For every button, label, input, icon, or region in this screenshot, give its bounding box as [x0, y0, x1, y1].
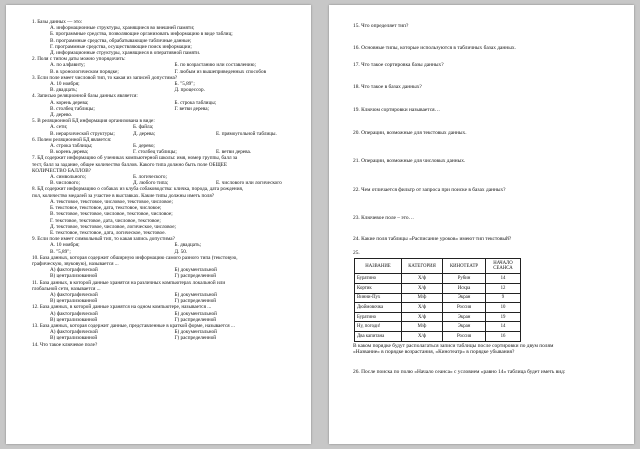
answer-option: В. столбец таблицы; [50, 105, 95, 112]
answer-option: В) централизованной [50, 298, 98, 305]
table-cell: Кортик [355, 284, 402, 294]
table-row [355, 284, 521, 294]
table-cell: Экран [443, 293, 486, 303]
answer-options [32, 62, 299, 74]
questions-right [353, 19, 622, 376]
table-row [355, 274, 521, 284]
answer-option: А) фактографической [50, 267, 98, 274]
schedule-table [354, 258, 521, 341]
answer-option: Д. информационные структуры, хранящиеся в оперативной памяти. [50, 50, 201, 57]
answer-option: Б. "5,89"; [174, 81, 195, 88]
answer-option: Б) документальной [174, 310, 217, 317]
answer-option: В) централизованной [50, 316, 98, 323]
question-18: 18. Что такое в базах данных? [353, 84, 422, 91]
answer-option: А. 10 ноября; [50, 81, 80, 88]
answer-option: В. корень дерева; [50, 149, 89, 156]
question-11-cont: глобальной сети, называется ... [32, 285, 101, 292]
table-cell: Россия [443, 303, 486, 313]
table-cell: Винни-Пух [355, 293, 402, 303]
answer-option: Б. строка таблицы; [174, 99, 217, 106]
answer-option: В. программные средства, обрабатывающие табличные данные; [50, 37, 192, 44]
answer-option: А. информационные структуры, хранящиеся во внешней памяти; [50, 25, 195, 32]
answer-option: В. в хронологическом порядке; [50, 68, 119, 75]
table-cell: 9 [486, 293, 521, 303]
answer-options [32, 329, 299, 341]
question-8: 8. БД содержит информацию о собаках из клуба собаководства: кличка, порода, дата рождения, [32, 186, 244, 193]
column-header: КАТЕГОРИЯ [402, 259, 443, 274]
answer-option: Д. любого типа; [133, 180, 169, 187]
answer-option: Г) распределенной [174, 298, 217, 305]
answer-options [32, 267, 299, 279]
table-cell: 14 [486, 274, 521, 284]
answer-option: Е. числового или логического [216, 180, 282, 187]
question-25-text-cont: «Название» в порядке возрастания, «Кинотеатр» в порядке убывания? [353, 349, 515, 356]
answer-options [32, 292, 299, 304]
question-20: 20. Операции, возможные для текстовых данных. [353, 130, 467, 137]
column-header: НАЧАЛО СЕАНСА [486, 259, 521, 274]
answer-option: Д. 50. [174, 248, 188, 255]
answer-option: В. "5,89"; [50, 248, 71, 255]
answer-option: Г) распределенной [174, 273, 217, 280]
answer-options [32, 242, 299, 254]
answer-options [32, 81, 299, 93]
table-header-row [355, 259, 521, 274]
table-cell: Дюймовочка [355, 303, 402, 313]
answer-options [32, 143, 299, 155]
table-cell: 19 [486, 312, 521, 322]
answer-option: Д. дерево. [50, 112, 73, 119]
question-2: 2. Поля с типом даты можно упорядочить: [32, 56, 126, 63]
table-cell: Экран [443, 312, 486, 322]
answer-option: Б. файла; [133, 124, 154, 131]
answer-option: Б. двадцать; [174, 242, 202, 249]
table-cell: Искра [443, 284, 486, 294]
answer-option: В. текстовое, текстовое, числовое, текстовое, числовое; [50, 211, 173, 218]
answer-option: А. по алфавиту; [50, 62, 85, 69]
answer-option: Б. логического; [133, 174, 167, 181]
table-cell: 10 [486, 303, 521, 313]
answer-option: Б. текстовое, текстовое, дата, текстовое, числовое; [50, 205, 162, 212]
document-page-right [329, 5, 634, 444]
answer-option: Е. прямоугольной таблицы. [216, 130, 277, 137]
table-cell: Буратино [355, 312, 402, 322]
column-header: КИНОТЕАТР [443, 259, 486, 274]
answer-option: Д. дерева; [133, 130, 156, 137]
question-15: 15. Что определяет тип? [353, 23, 409, 29]
question-25-number: 25. [353, 250, 360, 257]
question-9: 9. Если поле имеет символьный тип, то какая запись допустима? [32, 236, 175, 243]
answer-option: Г) распределенной [174, 335, 217, 342]
question-7-cont: КОЛИЧЕСТВО БАЛЛОВ? [32, 167, 91, 174]
question-5: 5. В реляционной БД информация организована в виде: [32, 118, 155, 125]
table-cell: М/ф [402, 322, 443, 332]
answer-option: А. текстовое, текстовое, числовое, текстовое, числовое; [50, 198, 173, 205]
table-row [355, 322, 521, 332]
table-cell: Экран [443, 322, 486, 332]
answer-option: В. двадцать; [50, 87, 78, 94]
question-22: 22. Чем отличается фильтр от запроса при поиске в базах данных? [353, 186, 506, 193]
table-cell: Х/ф [402, 312, 443, 322]
answer-option: А. строка таблицы; [50, 143, 93, 150]
question-21: 21. Операции, возможные для числовых данных. [353, 158, 466, 165]
question-1: 1. Базы данных — это: [32, 19, 83, 25]
table-cell: Х/ф [402, 284, 443, 294]
answer-option: А) фактографической [50, 329, 98, 336]
table-cell: Россия [443, 332, 486, 342]
answer-option: Б) документальной [174, 329, 217, 336]
answer-option: Г. программные средства, осуществляющие поиск информации; [50, 43, 192, 50]
answer-option: Г) распределенной [174, 316, 217, 323]
question-11: 11. База данных, в которой данные хранятся на различных компьютерах локальной или [32, 279, 226, 286]
question-6: 6. Полем реляционной БД является: [32, 136, 112, 143]
table-cell: 14 [486, 322, 521, 332]
answer-options [32, 100, 299, 119]
question-17: 17. Что такое сортировка базы данных? [353, 61, 444, 68]
answer-option: А) фактографической [50, 291, 98, 298]
answer-option: А. сети; [50, 124, 68, 131]
answer-option: Г. любым из вышеприведенных способов [174, 68, 267, 75]
question-10-cont: графическую, звуковую), называется ... [32, 260, 119, 267]
answer-option: А. 10 ноября; [50, 242, 80, 249]
answer-option: Д. процессор. [174, 87, 205, 94]
table-cell: Х/ф [402, 303, 443, 313]
question-8-cont: пол, количество медалей за участие в выставках. Какие типы должны иметь поля? [32, 192, 215, 199]
table-row [355, 303, 521, 313]
answer-option: В. числового; [50, 180, 80, 187]
question-26: 26. После поиска по полю «Начало сеанса» с условием «равно 14» таблица будет иметь вид: [353, 369, 566, 376]
table-row [355, 293, 521, 303]
table-cell: Рубин [443, 274, 486, 284]
answer-option: В) централизованной [50, 335, 98, 342]
question-3: 3. Если поле имеет числовой тип, то какая из записей допустима? [32, 74, 178, 81]
answer-option: Б. по возрастанию или составлению; [174, 62, 256, 69]
table-cell: Х/ф [402, 274, 443, 284]
answer-option: В. иерархической структуры; [50, 130, 115, 137]
question-7: 7. БД содержит информацию об учениках компьютерной школы: имя, номер группы, балл за [32, 155, 238, 162]
question-19: 19. Ключом сортировки называется… [353, 106, 440, 113]
table-cell: Буратино [355, 274, 402, 284]
answer-option: А) фактографической [50, 310, 98, 317]
question-13: 13. База данных, которая содержит данные, представленные в краткой форме, называется ... [32, 322, 235, 329]
answer-option: Г. текстовое, текстовое, дата, числовое, текстовое; [50, 217, 161, 224]
question-16: 16. Основные типы, которые используются в табличных базах данных. [353, 45, 516, 52]
answer-options [32, 311, 299, 323]
document-page-left [6, 5, 311, 444]
question-7-cont: тест, балл за задание, общее количество баллов. Какого типа должно быть поле ОБЩЕЕ [32, 161, 228, 168]
table-cell: Два капитана [355, 332, 402, 342]
answer-option: Б) документальной [174, 291, 217, 298]
answer-option: Б. дерево; [133, 143, 155, 150]
table-cell: М/ф [402, 293, 443, 303]
table-cell: Х/ф [402, 332, 443, 342]
answer-option: А. корень дерева; [50, 99, 89, 106]
answer-option: Е. текстовое, текстовое, дата, логическое, текстовое. [50, 229, 166, 236]
question-12: 12. База данных, в которой данные хранятся на одном компьютере, называется ... [32, 304, 212, 311]
question-24: 24. Какие поля таблицы «Расписание уроков» имеют тип текстовый? [353, 235, 512, 242]
answer-option: Б. программные средства, позволяющие организовать информацию в виде таблиц; [50, 31, 233, 38]
answer-option: Д. текстовое, текстовое, числовое, логическое, числовое; [50, 223, 176, 230]
questions-left [32, 19, 299, 348]
question-4: 4. Записью реляционной базы данных является: [32, 93, 138, 100]
column-header: НАЗВАНИЕ [355, 259, 402, 274]
table-row [355, 332, 521, 342]
question-14: 14. Что такое ключевое поле? [32, 341, 98, 348]
question-25-text: В каком порядке будут располагаться записи таблицы после сортировки по двум полям [353, 342, 554, 349]
answer-option: А. символьного; [50, 174, 86, 181]
table-cell: 12 [486, 284, 521, 294]
answer-option: Е. ветви дерева. [216, 149, 252, 156]
answer-option: Б) документальной [174, 267, 217, 274]
question-23: 23. Ключевое поле – это… [353, 215, 414, 222]
table-row [355, 312, 521, 322]
answer-option: В) централизованной [50, 273, 98, 280]
table-cell: Ну, погоди! [355, 322, 402, 332]
answer-options [32, 124, 299, 136]
answer-option: Г. столбец таблицы; [133, 149, 177, 156]
table-cell: 16 [486, 332, 521, 342]
question-10: 10. База данных, которая содержит обширную информацию самого разного типа (текстовую, [32, 254, 238, 261]
answer-options [32, 174, 299, 186]
answer-option: Г. ветви дерева; [174, 105, 209, 112]
